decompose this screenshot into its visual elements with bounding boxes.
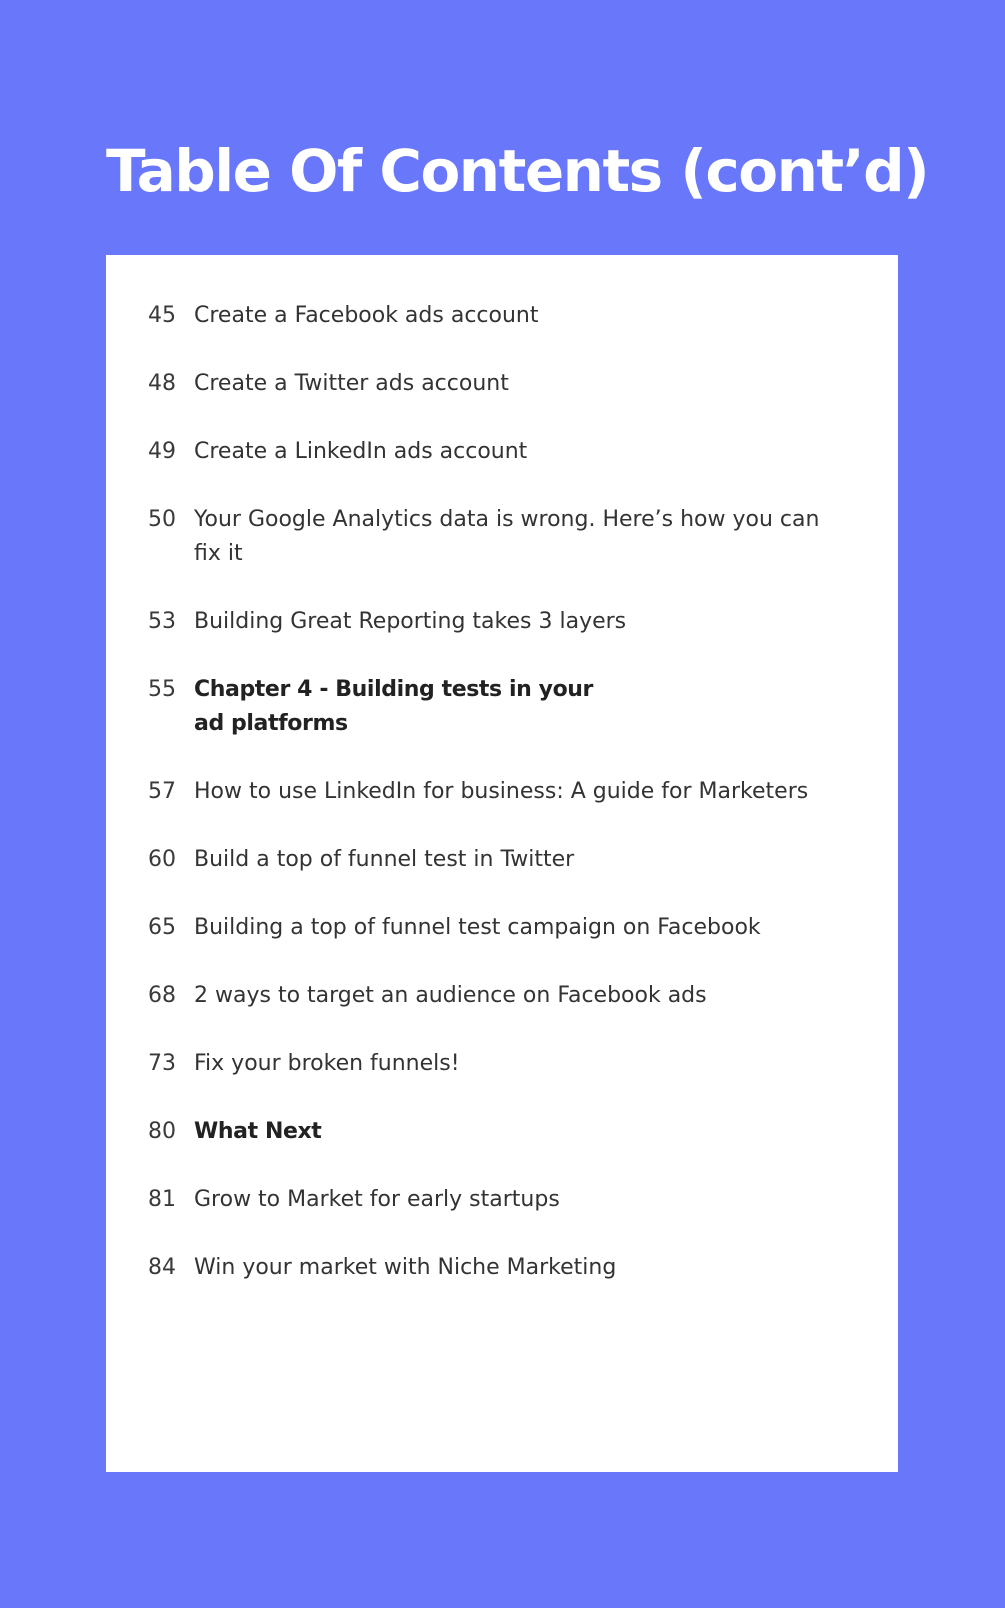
toc-entry-title: Building a top of funnel test campaign on Facebook: [194, 915, 761, 940]
toc-entry[interactable]: [148, 299, 848, 333]
toc-entry-title: Your Google Analytics data is wrong. Here’s how you can fix it: [194, 507, 820, 566]
toc-entry-title: How to use LinkedIn for business: A guide for Marketers: [194, 779, 809, 804]
toc-page-number: 55: [148, 677, 176, 702]
toc-entry[interactable]: [148, 911, 848, 945]
toc-entry[interactable]: [148, 503, 848, 571]
toc-chapter-entry[interactable]: [148, 673, 848, 741]
toc-entry[interactable]: [148, 979, 848, 1013]
toc-page-number: 50: [148, 507, 176, 532]
toc-entry-title: Win your market with Niche Marketing: [194, 1255, 617, 1280]
toc-page-number: 48: [148, 371, 176, 396]
toc-page-number: 49: [148, 439, 176, 464]
page-title: Table Of Contents (cont’d): [106, 137, 929, 205]
toc-page-number: 68: [148, 983, 176, 1008]
toc-entry-title: 2 ways to target an audience on Facebook ads: [194, 983, 707, 1008]
toc-entry[interactable]: [148, 775, 848, 809]
toc-entry[interactable]: [148, 1183, 848, 1217]
toc-entry-title: Fix your broken funnels!: [194, 1051, 460, 1076]
toc-entry[interactable]: [148, 1047, 848, 1081]
toc-entry[interactable]: [148, 435, 848, 469]
toc-chapter-title: What Next: [194, 1119, 322, 1144]
toc-page-number: 73: [148, 1051, 176, 1076]
toc-chapter-title: Chapter 4 - Building tests in your ad platforms: [194, 677, 594, 736]
toc-page-number: 45: [148, 303, 176, 328]
toc-entry-title: Create a Facebook ads account: [194, 303, 539, 328]
toc-list: [148, 299, 848, 1319]
toc-page-number: 60: [148, 847, 176, 872]
toc-page-number: 84: [148, 1255, 176, 1280]
toc-entry[interactable]: [148, 605, 848, 639]
toc-entry-title: Building Great Reporting takes 3 layers: [194, 609, 627, 634]
toc-entry[interactable]: [148, 843, 848, 877]
toc-entry[interactable]: [148, 367, 848, 401]
toc-entry-title: Create a LinkedIn ads account: [194, 439, 528, 464]
toc-card: [106, 255, 898, 1472]
toc-chapter-entry[interactable]: [148, 1115, 848, 1149]
toc-page-number: 57: [148, 779, 176, 804]
toc-page-number: 81: [148, 1187, 176, 1212]
toc-page-number: 65: [148, 915, 176, 940]
toc-entry[interactable]: [148, 1251, 848, 1285]
toc-entry-title: Create a Twitter ads account: [194, 371, 509, 396]
toc-entry-title: Grow to Market for early startups: [194, 1187, 560, 1212]
toc-entry-title: Build a top of funnel test in Twitter: [194, 847, 575, 872]
toc-page-number: 80: [148, 1119, 176, 1144]
toc-page-number: 53: [148, 609, 176, 634]
